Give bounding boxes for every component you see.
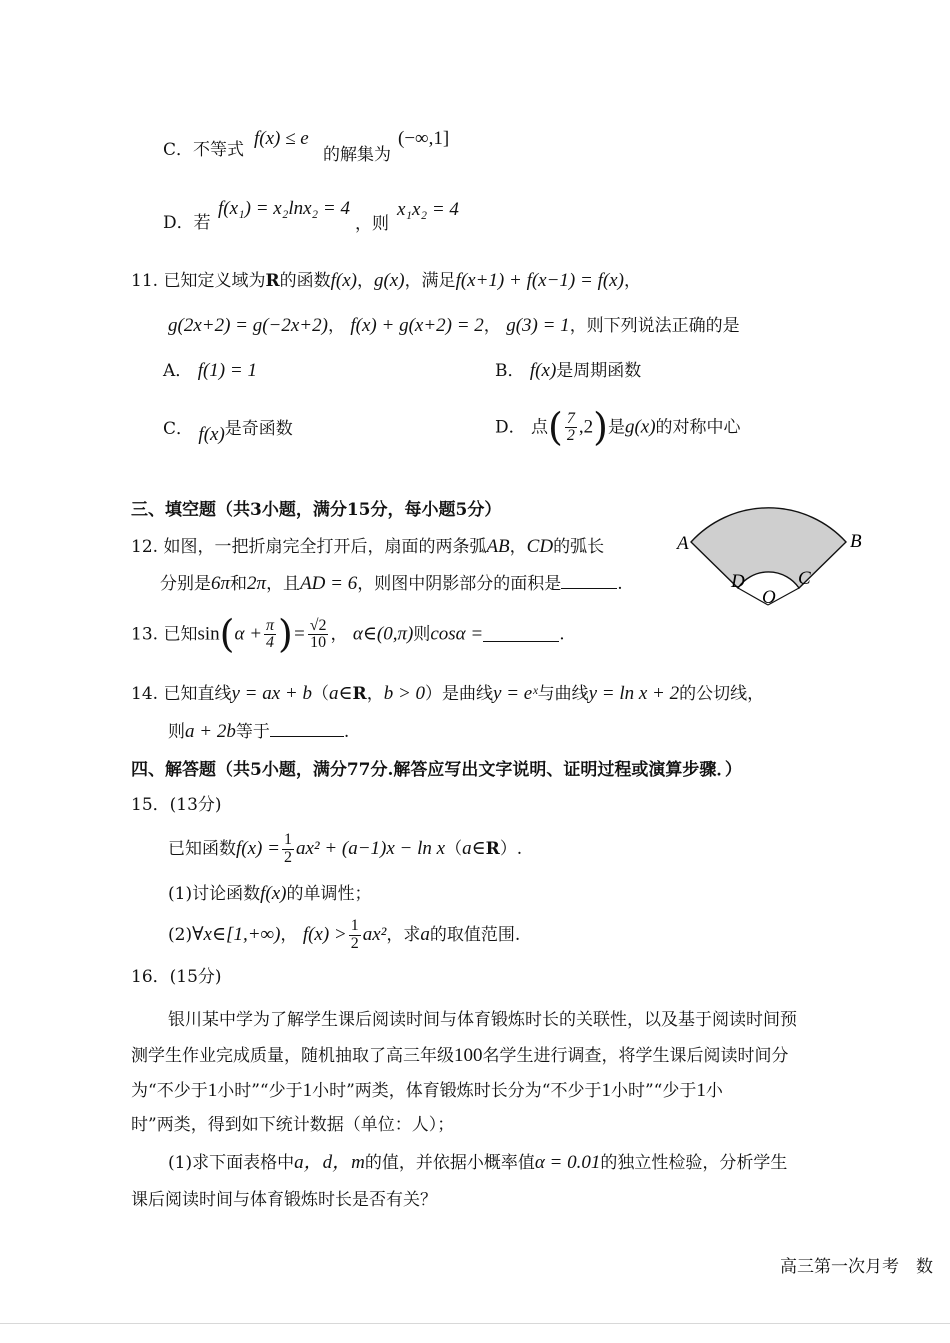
q16-text: 的值，并依据小概率值 [364, 1153, 535, 1173]
sum-equation: f(x) + g(x+2) = 2 [350, 315, 484, 336]
q16-paragraph-line-4: 时”两类，得到如下统计数据（单位：人）； [131, 1115, 455, 1135]
segment-ad: AD = 6 [300, 573, 358, 594]
q16-part-1-line-2: 课后阅读时间与体育锻炼时长是否有关？ [131, 1190, 437, 1210]
q15-text: 已知函数 [168, 839, 236, 860]
separator: ， [366, 684, 384, 704]
option-expression: f(x) [529, 360, 557, 381]
real-set-symbol: R [265, 271, 280, 291]
part-text: ，求 [386, 925, 421, 946]
fraction-denominator: 2 [283, 848, 292, 866]
answer-blank[interactable] [561, 574, 617, 589]
fraction-sqrt2-10 [308, 618, 329, 653]
q11-text: 已知定义域为 [163, 271, 266, 291]
option-text: 若 [193, 213, 211, 233]
q10-c-solution-set: (−∞,1] [398, 128, 450, 149]
inequality-left: f(x) > [302, 923, 347, 945]
q16-paragraph-line-1: 银川某中学为了解学生课后阅读时间与体育锻炼时长的关联性，以及基于阅读时间预 [168, 1010, 797, 1030]
q10-d-result: x₁x₂ = 4 [397, 199, 459, 220]
bottom-divider [0, 1323, 950, 1324]
q16-text: 小时”两类，体育锻炼时长分为“不少于 [312, 1081, 602, 1101]
arc-length-2: 2π [247, 573, 267, 594]
angle-expression: α + [234, 623, 263, 645]
separator: ， [356, 271, 374, 291]
arc-length-1: 6π [211, 573, 231, 594]
q12-line-1 [131, 536, 604, 559]
fan-label-o: O [762, 587, 776, 608]
q12-text: 和 [230, 574, 248, 594]
fan-label-a: A [677, 533, 689, 554]
functional-equation: f(x+1) + f(x−1) = f(x) [455, 270, 624, 291]
q13-text: 则 [413, 624, 431, 645]
option-label: C． [163, 140, 194, 160]
option-label: A． [163, 361, 193, 381]
q14-text: （ [311, 684, 329, 704]
variable-a: a [420, 923, 430, 945]
fraction-denominator: 2 [566, 427, 575, 445]
q14-line-1 [131, 683, 764, 706]
q16-paragraph-line-2 [131, 1045, 789, 1068]
answer-blank[interactable] [483, 627, 559, 642]
q15-function-line [168, 832, 522, 867]
section-title: 四、解答题（共 [131, 760, 250, 780]
q12-text: ，则图中阴影部分的面积是 [357, 574, 562, 594]
sample-size: 100 [454, 1045, 483, 1066]
condition-a: a∈ [328, 683, 353, 704]
q12-text: 分别是 [160, 574, 211, 594]
q14-text: ）是曲线 [425, 684, 494, 704]
fraction-numerator: 7 [566, 409, 575, 427]
answer-blank[interactable] [270, 722, 344, 737]
part-text: 的取值范围. [429, 925, 521, 946]
each-score: 5 [455, 500, 468, 520]
equals-sign: = [292, 623, 306, 645]
condition-b: b > 0 [383, 683, 426, 704]
section-title: 三、填空题（共 [131, 500, 250, 520]
q14-text: 与曲线 [537, 684, 589, 704]
significance-level: α = 0.01 [534, 1152, 601, 1173]
page-footer: 高三第一次月考 数 [780, 1257, 933, 1277]
q15-part-1 [168, 883, 371, 906]
q14-text: 则 [168, 722, 185, 742]
separator: ， [330, 624, 348, 645]
option-label: D． [163, 213, 194, 233]
function-definition-rest: ax² + (a−1)x − ln x [295, 837, 446, 859]
section-4-heading [131, 760, 742, 780]
option-expression: f(1) = 1 [197, 360, 257, 381]
section-3-heading [131, 500, 501, 520]
option-text: 是周期函数 [556, 361, 642, 381]
q11-option-b [495, 360, 641, 383]
option-text: 点 [531, 417, 549, 438]
q15-text: （ [445, 839, 463, 860]
q11-option-d: D． 点( $\frac{7}{2}$ ,2)是g(x)的对称中心 [495, 405, 741, 449]
fraction-numerator: 1 [283, 831, 292, 848]
q16-heading: 16．(15分) [131, 967, 222, 987]
q11-text: 的函数 [279, 271, 331, 291]
unknown-variables: a，d，m [294, 1152, 365, 1173]
number: 1 [302, 1080, 313, 1101]
part-label: (1)讨论函数 [168, 884, 261, 904]
q12-text: 的弧长 [553, 537, 605, 557]
real-set-symbol: R [352, 684, 367, 704]
q10-d-mid-text: ，则 [355, 214, 389, 234]
point-y: ,2 [578, 416, 594, 438]
q12-text: 如图，一把折扇完全打开后，扇面的两条弧 [163, 537, 487, 557]
number: 1 [601, 1080, 611, 1101]
function-f: f(x) [330, 270, 357, 291]
q11-line-2 [168, 315, 740, 338]
q12-line-2 [160, 573, 623, 596]
option-label: D． [495, 417, 526, 438]
arc-ab: AB [486, 536, 510, 557]
period: . [617, 574, 623, 594]
q16-text: 测学生作业完成质量，随机抽取了高三年级 [131, 1046, 454, 1066]
target-expression: a + 2b [185, 721, 236, 742]
q14-text: 的公切线， [679, 684, 765, 704]
q16-text: 的独立性检验，分析学生 [600, 1153, 788, 1173]
option-text: 的对称中心 [655, 417, 741, 438]
q13-line: 13. 已知sin(α + $\frac{\pi}{4}$ )= $\frac{√2}{10}$ ， α∈(0,π)则cosα = . [131, 612, 565, 656]
q14-line-2 [168, 721, 349, 744]
section-title: 分） [467, 500, 502, 520]
sin-function: sin [197, 623, 220, 645]
fan-shaded-region [691, 508, 846, 588]
q15-part-2 [168, 918, 520, 953]
option-text: 是 [607, 417, 625, 438]
q11-text: ，则下列说法正确的是 [569, 316, 740, 336]
separator: ， [327, 316, 345, 336]
separator: ， [483, 316, 501, 336]
section-title: 分，每小题 [370, 500, 456, 520]
section-title: 分.解答应写出文字说明、证明过程或演算步骤．） [370, 760, 742, 780]
period: . [343, 722, 350, 742]
line-equation: y = ax + b [231, 683, 312, 704]
real-set-symbol: R [485, 839, 500, 860]
q10-d-expression: f(x₁) = x₂lnx₂ = 4 [218, 198, 350, 219]
q13-text: 已知 [163, 624, 198, 645]
q12-text: ，且 [266, 574, 301, 594]
question-number: 14. [131, 684, 159, 704]
part-text: 的单调性； [286, 884, 372, 904]
fraction-numerator: 1 [350, 917, 359, 934]
value-equation: g(3) = 1 [506, 315, 570, 336]
fraction-denominator: 4 [266, 634, 275, 652]
q16-text: 小 [705, 1081, 723, 1101]
fraction-pi-4 [264, 618, 276, 653]
separator: ， [623, 271, 641, 291]
section-title: 小题，满分 [261, 500, 347, 520]
q16-part-1-line-1 [168, 1152, 787, 1175]
q16-text: 小时”“少于 [610, 1081, 697, 1101]
fraction-numerator: √2 [309, 616, 327, 634]
q10-option-d [163, 213, 211, 233]
fan-figure [670, 490, 870, 610]
option-label: C． [163, 419, 194, 439]
inequality-right: ax² [362, 923, 387, 945]
function-f: f(x) [260, 883, 287, 904]
q15-heading: 15．(13分) [131, 795, 222, 815]
q10-c-expression: f(x) ≤ e [254, 128, 309, 149]
fan-label-b: B [850, 531, 862, 552]
q14-text: 已知直线 [163, 684, 232, 704]
separator: ， [509, 537, 527, 557]
fraction-half [349, 918, 361, 953]
q11-option-a [163, 360, 257, 383]
total-score: 77 [346, 760, 371, 780]
question-number: 12. [131, 537, 159, 557]
fraction-denominator: 10 [310, 634, 327, 652]
function-g: g(x) [624, 416, 656, 438]
curve-exp: y = eˣ [493, 683, 538, 704]
fan-label-c: C [798, 568, 811, 589]
option-expression: f(x) [198, 424, 225, 445]
question-count: 5 [250, 760, 262, 780]
question-count: 3 [250, 500, 262, 520]
q14-text: 等于 [235, 722, 270, 742]
question-number: 13. [131, 624, 159, 645]
number: 1 [696, 1080, 706, 1101]
curve-log: y = ln x + 2 [588, 683, 680, 704]
function-g: g(x) [373, 270, 405, 291]
part-label: (2) [168, 925, 193, 946]
q11-option-c [163, 418, 293, 445]
q10-c-mid-text: 的解集为 [323, 145, 391, 165]
q16-text: 小时”“少于 [217, 1081, 303, 1101]
fraction [565, 411, 577, 446]
q16-text: (1)求下面表格中 [168, 1153, 295, 1173]
arc-cd: CD [526, 536, 554, 557]
fan-label-d: D [731, 571, 745, 592]
question-number: 11. [131, 271, 159, 291]
forall-condition: ∀x∈[1,+∞) [192, 923, 281, 945]
symmetry-equation: g(2x+2) = g(−2x+2) [168, 315, 328, 336]
total-score: 15 [346, 500, 371, 520]
number: 1 [207, 1080, 218, 1101]
period: . [559, 624, 565, 645]
option-text: 不等式 [193, 140, 245, 160]
fraction-numerator: π [266, 616, 275, 634]
angle-domain: α∈(0,π) [352, 623, 414, 645]
q10-option-c [163, 140, 244, 160]
option-text: 是奇函数 [224, 419, 293, 439]
q16-text: 为“不少于 [131, 1081, 208, 1101]
section-title: 小题，满分 [261, 760, 347, 780]
q11-line-1 [131, 270, 641, 293]
q16-paragraph-line-3 [131, 1080, 723, 1103]
fraction-half [282, 832, 294, 867]
condition-a: a∈ [462, 837, 486, 859]
q16-text: 名学生进行调查，将学生课后阅读时间分 [482, 1046, 789, 1066]
cos-expression: cosα = [430, 623, 484, 645]
fraction-denominator: 2 [350, 934, 359, 952]
function-definition: f(x) = [236, 837, 280, 859]
option-label: B． [495, 361, 525, 381]
q11-text: ，满足 [404, 271, 456, 291]
separator: ， [280, 925, 298, 946]
q15-text: ）. [499, 839, 523, 860]
